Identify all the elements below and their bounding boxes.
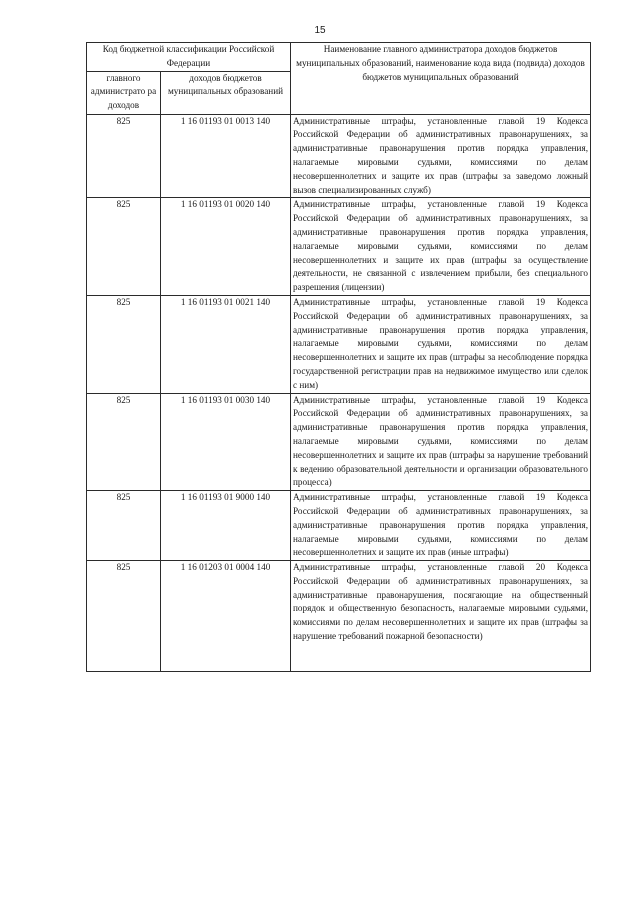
admin-code-cell: 825 [87,393,161,491]
table-row [87,491,591,561]
revenue-code-cell: 1 16 01193 01 0013 140 [161,114,291,198]
admin-code-cell: 825 [87,114,161,198]
revenue-name-cell: Административные штрафы, установленные главой 19 Кодекса Российской Федерации об административных правонарушениях, за административные правонарушения против порядка управления, налагаемые мировыми судьями, комиссиями по делам несовершеннолетних и защите их прав (штрафы за осуществление деятельности, не связанной с извлечением прибыли, без специального разрешения (лицензии) [291,198,591,296]
admin-code-cell: 825 [87,561,161,672]
admin-code-cell: 825 [87,491,161,561]
revenue-code-cell: 1 16 01193 01 0021 140 [161,295,291,393]
revenue-code-cell: 1 16 01193 01 9000 140 [161,491,291,561]
table-body [87,43,591,672]
page-number: 15 [314,25,326,36]
admin-code-cell: 825 [87,198,161,296]
header-row [87,43,591,72]
table-row [87,393,591,491]
revenue-code-cell: 1 16 01193 01 0020 140 [161,198,291,296]
header-code-group: Код бюджетной классификации Российской Федерации [87,43,291,72]
header-admin: главного администрато ра доходов [87,71,161,114]
revenue-name-cell: Административные штрафы, установленные главой 20 Кодекса Российской Федерации об административных правонарушениях, за административные правонарушения, посягающие на общественный порядок и общественную безопасность, налагаемые мировыми судьями, комиссиями по делам несовершеннолетних и защите их прав (штрафы за нарушение требований пожарной безопасности) [291,561,591,672]
revenue-name-cell: Административные штрафы, установленные главой 19 Кодекса Российской Федерации об административных правонарушениях, за административные правонарушения против порядка управления, налагаемые мировыми судьями, комиссиями по делам несовершеннолетних и защите их прав (иные штрафы) [291,491,591,561]
revenue-code-cell: 1 16 01193 01 0030 140 [161,393,291,491]
revenue-code-cell: 1 16 01203 01 0004 140 [161,561,291,672]
revenue-name-cell: Административные штрафы, установленные главой 19 Кодекса Российской Федерации об административных правонарушениях, за административные правонарушения против порядка управления, налагаемые мировыми судьями, комиссиями по делам несовершеннолетних и защите их прав (штрафы за нарушение требований к ведению образовательной деятельности и организации образовательного процесса) [291,393,591,491]
table-row [87,198,591,296]
revenue-name-cell: Административные штрафы, установленные главой 19 Кодекса Российской Федерации об административных правонарушениях, за административные правонарушения против порядка управления, налагаемые мировыми судьями, комиссиями по делам несовершеннолетних и защите их прав (штрафы за заведомо ложный вызов специализированных служб) [291,114,591,198]
table-row [87,114,591,198]
admin-code-cell: 825 [87,295,161,393]
table-row [87,295,591,393]
revenue-name-cell: Административные штрафы, установленные главой 19 Кодекса Российской Федерации об административных правонарушениях, за административные правонарушения против порядка управления, налагаемые мировыми судьями, комиссиями по делам несовершеннолетних и защите их прав (штрафы за несоблюдение порядка государственной регистрации прав на недвижимое имущество или сделок с ним) [291,295,591,393]
header-name: Наименование главного администратора доходов бюджетов муниципальных образований, наименование кода вида (подвида) доходов бюджетов муниципальных образований [291,43,591,115]
table-row [87,561,591,672]
header-revenue: доходов бюджетов муниципальных образований [161,71,291,114]
budget-codes-table [86,42,591,672]
